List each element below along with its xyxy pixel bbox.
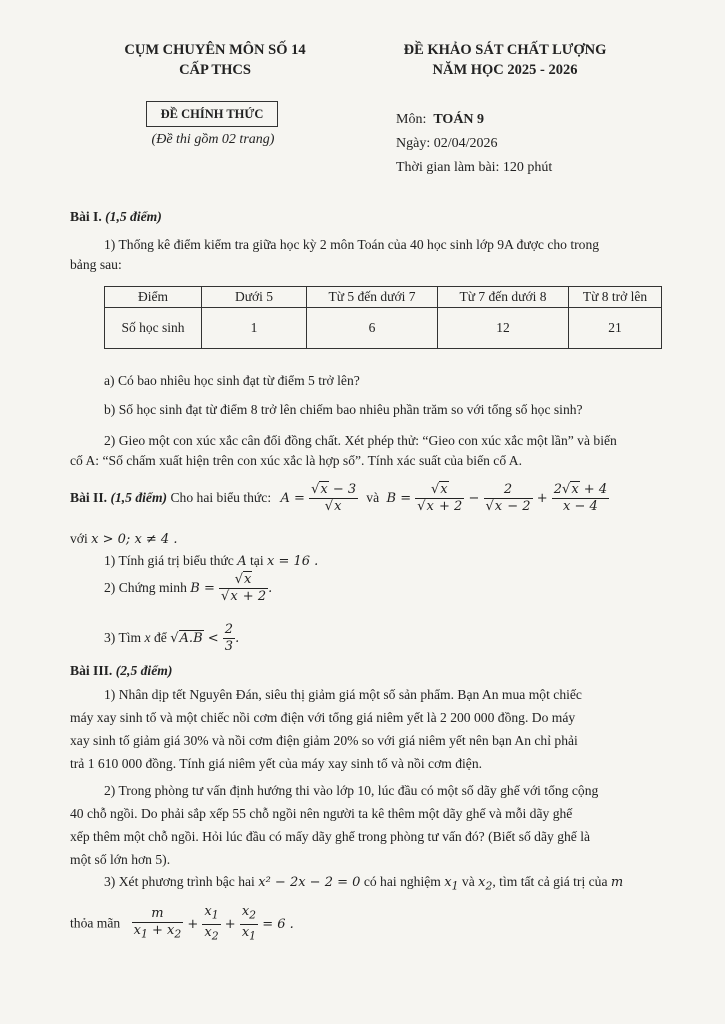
bai3-p3-text-b: có hai nghiệm xyxy=(363,874,441,889)
bai2-heading xyxy=(70,482,725,515)
score-table-header-row xyxy=(105,287,662,308)
exam-title: ĐỀ KHẢO SÁT CHẤT LƯỢNG xyxy=(403,42,607,58)
bai1-q2-line1: 2) Gieo một con xúc xắc cân đối đồng chất. Xét phép thử: “Gieo con xúc xắc một lần” và biến xyxy=(104,433,617,448)
table-cell: 1 xyxy=(202,308,307,349)
quadratic-equation: x² − 2x − 2 = 0 xyxy=(258,875,361,890)
bai3-p1-line: 1) Nhân dịp tết Nguyên Đán, siêu thị giảm giá một số sản phẩm. Bạn An mua một chiếc xyxy=(104,687,582,702)
subject-line xyxy=(396,108,552,132)
bai3-p3-text-c: và xyxy=(461,874,475,889)
subject-name: TOÁN 9 xyxy=(433,112,485,127)
condition-expression: $\frac{m}{x_1 + x_2}$ + $\frac{x_1}{x_2}$ + $\frac{x_2}{x_1}$ = 6 . xyxy=(133,904,294,943)
condition-expr: x > 0; x ≠ 4 . xyxy=(91,532,178,547)
subject-prefix: Môn: xyxy=(396,112,427,127)
table-header-cell: Dưới 5 xyxy=(202,287,307,308)
expr-a: A = $\frac{√x - 3}{√x}$ xyxy=(280,482,357,514)
table-header-cell: Từ 7 đến dưới 8 xyxy=(438,287,569,308)
bai3-points: (2,5 điểm) xyxy=(115,663,173,678)
bai3-p3-line1 xyxy=(104,873,684,894)
bai3-p1-line: xay sinh tố giảm giá 30% và nồi cơm điện giảm 20% so với giá niêm yết nên bạn An chỉ phải xyxy=(70,733,578,748)
bai2-q3-text2: để xyxy=(154,630,167,645)
root-x1: $x_1$ xyxy=(444,875,459,893)
table-row-label: Số học sinh xyxy=(105,308,202,349)
bai1-title: Bài I. xyxy=(70,209,102,224)
bai1-q1-line1: 1) Thống kê điểm kiểm tra giữa học kỳ 2 môn Toán của 40 học sinh lớp 9A được cho trong xyxy=(104,237,600,252)
cluster-name: CỤM CHUYÊN MÔN SỐ 14 xyxy=(124,42,306,58)
bai3-p1-line: trả 1 610 000 đồng. Tính giá niêm yết của máy xay sinh tố và nồi cơm điện. xyxy=(70,756,483,771)
bai3-p2-line: một số lớn hơn 5). xyxy=(70,852,171,867)
pages-note: (Đề thi gồm 02 trang) xyxy=(151,132,275,147)
school-cluster-header xyxy=(95,40,335,80)
expr-a-fraction: $\frac{√x - 3}{√x}$ xyxy=(311,482,357,514)
exam-title-header xyxy=(370,40,640,80)
bai2-q2 xyxy=(104,572,714,605)
bai2-q1-at: tại xyxy=(250,553,264,568)
bai3-p3-text-a: 3) Xét phương trình bậc hai xyxy=(104,874,255,889)
bai3-p2-line: 40 chỗ ngồi. Do phải sắp xếp 55 chỗ ngồi nên người ta kê thêm một dãy ghế và mỗi dãy ghế xyxy=(70,806,573,821)
score-table xyxy=(104,286,662,349)
bai2-title: Bài II. xyxy=(70,490,108,505)
inequality-expr: √A.B < $\frac{2}{3}$ . xyxy=(170,622,240,654)
bai2-q3-var: x xyxy=(144,630,151,645)
condition-prefix: với xyxy=(70,531,88,546)
table-cell: 6 xyxy=(307,308,438,349)
bai2-intro: Cho hai biểu thức: xyxy=(170,490,272,505)
bai2-q1-value: x = 16 . xyxy=(267,554,319,569)
table-cell: 12 xyxy=(438,308,569,349)
official-label-box: ĐỀ CHÍNH THỨC xyxy=(146,101,278,127)
bai3-p3-text-d: , tìm tất cả giá trị của xyxy=(492,874,608,889)
exam-date: Ngày: 02/04/2026 xyxy=(396,136,498,151)
table-cell: 21 xyxy=(569,308,662,349)
bai3-p2-line: xếp thêm một chỗ ngồi. Hỏi lúc đầu có mấy dãy ghế trong phòng tư vấn đó? (Biết số dãy ghế là xyxy=(70,829,591,844)
bai2-q1-text: 1) Tính giá trị biểu thức xyxy=(104,553,234,568)
bai3-p3-m: m xyxy=(610,875,624,890)
bai1-heading xyxy=(70,208,680,226)
bai1-q1-line2: bảng sau: xyxy=(70,257,122,272)
root-x2: $x_2$ xyxy=(478,875,493,893)
exam-duration: Thời gian làm bài: 120 phút xyxy=(396,160,553,175)
bai1-qa: a) Có bao nhiêu học sinh đạt từ điểm 5 trở lên? xyxy=(104,373,360,388)
table-header-cell: Từ 8 trở lên xyxy=(569,287,662,308)
exam-meta xyxy=(396,108,552,180)
bai1-qb: b) Số học sinh đạt từ điểm 8 trở lên chiếm bao nhiêu phần trăm so với tổng số học sinh? xyxy=(104,402,583,417)
bai3-p3-text-e: thỏa mãn xyxy=(70,915,121,931)
school-year: NĂM HỌC 2025 - 2026 xyxy=(432,62,578,78)
expr-b: B = $\frac{√x}{√x + 2}$ − $\frac{2}{√x - 2}$ + $\frac{2√x + 4}{x - 4}$ xyxy=(386,482,608,514)
score-table-row xyxy=(105,308,662,349)
bai3-p1-line: máy xay sinh tố và một chiếc nồi cơm điện với tổng giá niêm yết là 2 200 000 đồng. Do máy xyxy=(70,710,576,725)
prove-expr: B = $\frac{√x}{√x + 2}$ . xyxy=(190,572,273,604)
bai2-q2-text: 2) Chứng minh xyxy=(104,580,187,595)
table-header-cell: Từ 5 đến dưới 7 xyxy=(307,287,438,308)
bai1-q2-line2: cố A: “Số chấm xuất hiện trên con xúc xắc là hợp số”. Tính xác suất của biến cố A. xyxy=(70,453,522,468)
bai2-q3-text: 3) Tìm xyxy=(104,630,142,645)
table-header-cell: Điểm xyxy=(105,287,202,308)
bai1-points: (1,5 điểm) xyxy=(105,209,162,224)
bai2-q3 xyxy=(104,622,714,655)
bai3-p2-line: 2) Trong phòng tư vấn định hướng thi vào lớp 10, lúc đầu có một số dãy ghế với tổng cộng xyxy=(104,783,599,798)
bai2-points: (1,5 điểm) xyxy=(110,490,168,505)
bai2-q1 xyxy=(104,552,714,570)
bai2-condition xyxy=(70,530,680,548)
bai2-q1-var: A xyxy=(237,554,247,569)
bai3-p3-line2 xyxy=(70,904,680,944)
school-level: CẤP THCS xyxy=(179,62,251,78)
bai2-and: và xyxy=(366,490,380,505)
bai3-heading xyxy=(70,662,680,680)
bai3-title: Bài III. xyxy=(70,663,113,678)
